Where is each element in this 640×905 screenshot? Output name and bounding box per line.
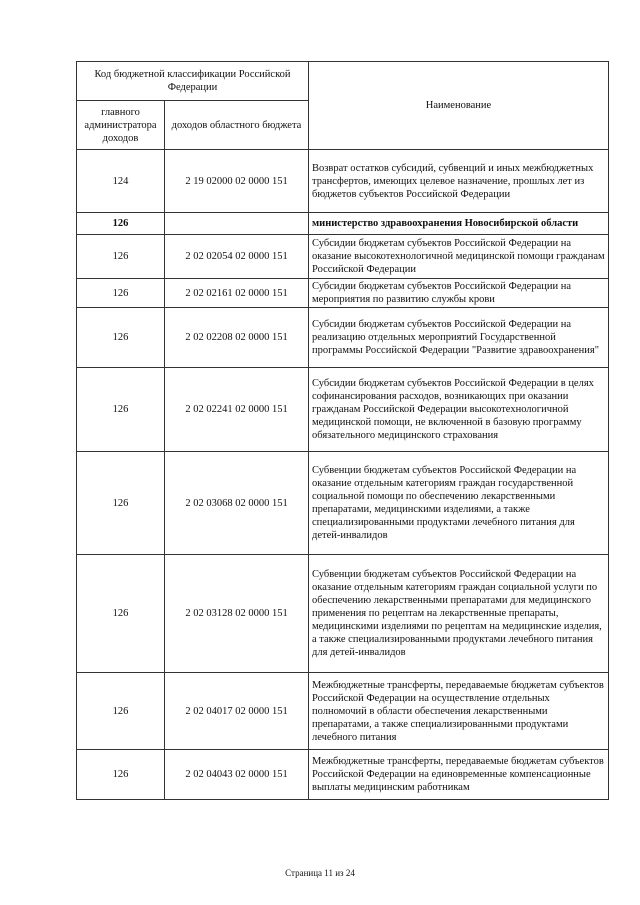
table-row xyxy=(77,308,609,368)
table-row xyxy=(77,279,609,308)
budget-classification-table xyxy=(76,61,609,800)
table-row xyxy=(77,673,609,750)
header-admin-code: главного администратора доходов xyxy=(77,101,165,150)
name-cell: Субсидии бюджетам субъектов Российской Федерации на реализацию отдельных мероприятий Государственной программы Российской Федерации "Развитие здравоохранения" xyxy=(309,308,609,368)
table-row xyxy=(77,213,609,235)
table-row xyxy=(77,555,609,673)
admin-code-cell: 126 xyxy=(77,452,165,555)
admin-code-cell: 126 xyxy=(77,235,165,279)
revenue-code-cell: 2 02 03128 02 0000 151 xyxy=(165,555,309,673)
admin-code-cell: 126 xyxy=(77,279,165,308)
revenue-code-cell: 2 02 04043 02 0000 151 xyxy=(165,750,309,800)
revenue-code-cell: 2 02 02241 02 0000 151 xyxy=(165,368,309,452)
page-number: Страница 11 из 24 xyxy=(285,868,355,878)
revenue-code-cell: 2 02 04017 02 0000 151 xyxy=(165,673,309,750)
admin-code-cell: 126 xyxy=(77,555,165,673)
header-name: Наименование xyxy=(309,62,609,150)
admin-code-cell: 126 xyxy=(77,750,165,800)
name-cell: Возврат остатков субсидий, субвенций и иных межбюджетных трансфертов, имеющих целевое назначение, прошлых лет из бюджетов субъектов Российской Федерации xyxy=(309,150,609,213)
table-row xyxy=(77,452,609,555)
name-cell: Субсидии бюджетам субъектов Российской Федерации на мероприятия по развитию службы крови xyxy=(309,279,609,308)
table-body xyxy=(77,150,609,800)
name-cell: Межбюджетные трансферты, передаваемые бюджетам субъектов Российской Федерации на осуществление отдельных полномочий в области обеспечения лекарственными препаратами, а также специализированными продуктами лечебного питания xyxy=(309,673,609,750)
table-row xyxy=(77,368,609,452)
table-row xyxy=(77,150,609,213)
name-cell: Субсидии бюджетам субъектов Российской Федерации в целях софинансирования расходов, возникающих при оказании гражданам Российской Федерации высокотехнологичной медицинской помощи, не включенной в базовую программу обязательного медицинского страхования xyxy=(309,368,609,452)
table-row xyxy=(77,235,609,279)
admin-code-cell: 124 xyxy=(77,150,165,213)
name-cell: Субвенции бюджетам субъектов Российской Федерации на оказание отдельным категориям граждан государственной социальной помощи по обеспечению лекарственными препаратами, медицинскими изделиями, а также специализированными продуктами лечебного питания для детей-инвалидов xyxy=(309,452,609,555)
name-cell: Субвенции бюджетам субъектов Российской Федерации на оказание отдельным категориям граждан социальной услуги по обеспечению лекарственными препаратами для медицинского применения по рецептам на лекарственные препараты, медицинскими изделиями по рецептам на медицинские изделия, а также специализированными продуктами лечебного питания для детей-инвалидов xyxy=(309,555,609,673)
header-group-code: Код бюджетной классификации Российской Федерации xyxy=(77,62,309,101)
revenue-code-cell xyxy=(165,213,309,235)
name-cell: министерство здравоохранения Новосибирской области xyxy=(309,213,609,235)
name-cell: Межбюджетные трансферты, передаваемые бюджетам субъектов Российской Федерации на единовременные компенсационные выплаты медицинским работникам xyxy=(309,750,609,800)
name-cell: Субсидии бюджетам субъектов Российской Федерации на оказание высокотехнологичной медицинской помощи гражданам Российской Федерации xyxy=(309,235,609,279)
admin-code-cell: 126 xyxy=(77,368,165,452)
admin-code-cell: 126 xyxy=(77,673,165,750)
revenue-code-cell: 2 02 03068 02 0000 151 xyxy=(165,452,309,555)
table-row xyxy=(77,750,609,800)
admin-code-cell: 126 xyxy=(77,308,165,368)
revenue-code-cell: 2 19 02000 02 0000 151 xyxy=(165,150,309,213)
header-revenue-code: доходов областного бюджета xyxy=(165,101,309,150)
revenue-code-cell: 2 02 02054 02 0000 151 xyxy=(165,235,309,279)
revenue-code-cell: 2 02 02208 02 0000 151 xyxy=(165,308,309,368)
admin-code-cell: 126 xyxy=(77,213,165,235)
revenue-code-cell: 2 02 02161 02 0000 151 xyxy=(165,279,309,308)
